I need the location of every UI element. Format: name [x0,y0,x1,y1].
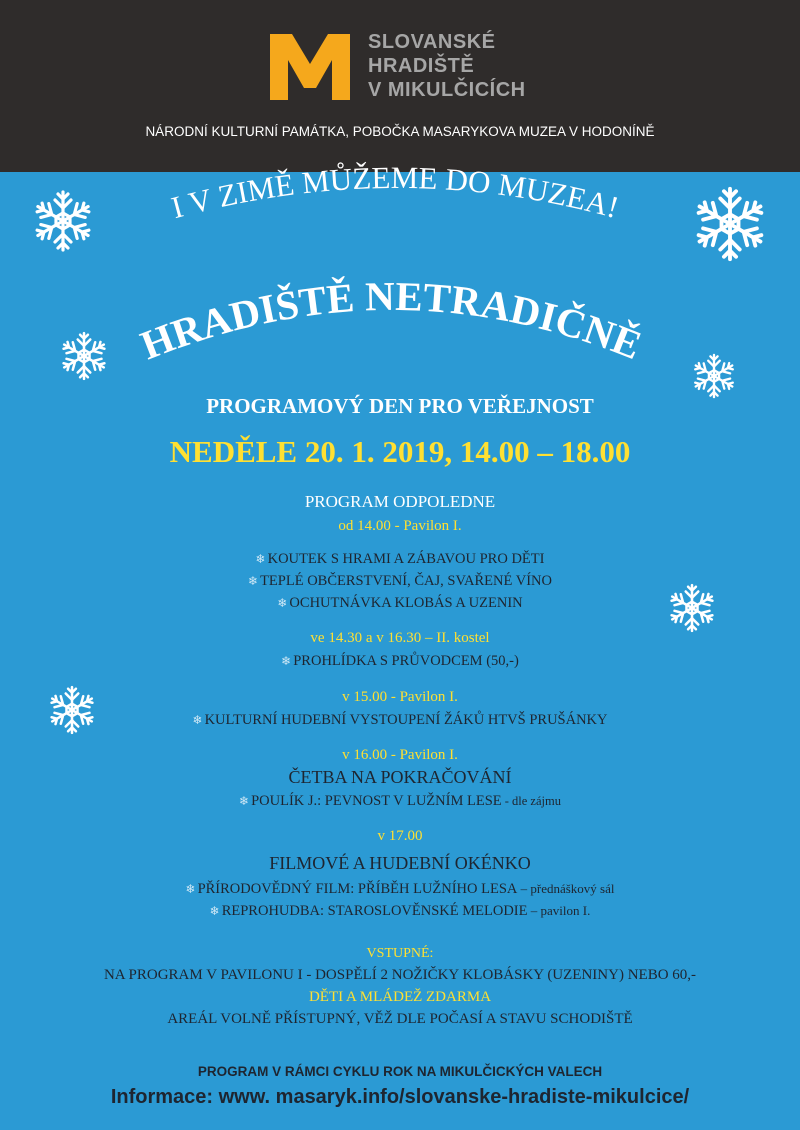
snowflake-icon [30,188,96,254]
section-1-time: od 14.00 - Pavilon I. [338,518,462,534]
admission-line-1: NA PROGRAM V PAVILONU I - DOSPĚLÍ 2 NOŽIČKY KLOBÁSKY (UZENINY) NEBO 60,- [103,967,697,983]
snowflake-bullet-icon: ❄ [277,596,288,610]
event-date-time: NEDĚLE 20. 1. 2019, 14.00 – 18.00 [169,434,631,469]
museum-name-line-1: SLOVANSKÉ [368,31,496,53]
title-arc: HRADIŠTĚ NETRADIČNĚ [134,272,648,369]
header-subtitle: NÁRODNÍ KULTURNÍ PAMÁTKA, POBOČKA MASARYKOVA MUZEA V HODONÍNĚ [145,124,655,139]
program-cycle-note: PROGRAM V RÁMCI CYKLU ROK NA MIKULČICKÝCH VALECH [197,1064,603,1079]
list-item: ❄ REPROHUDBA: STAROSLOVĚNSKÉ MELODIE – pavilon I. [209,903,591,919]
snowflake-bullet-icon: ❄ [255,552,266,566]
snowflake-bullet-icon: ❄ [192,713,203,727]
admission-line-2: DĚTI A MLÁDEŽ ZDARMA [308,989,492,1005]
museum-name-line-3: V MIKULČICÍCH [368,79,526,101]
snowflake-bullet-icon: ❄ [248,574,259,588]
list-item: ❄ PROHLÍDKA S PRŮVODCEM (50,-) [281,653,519,669]
section-2-time: ve 14.30 a v 16.30 – II. kostel [310,630,490,646]
snowflake-icon [690,184,770,264]
snowflake-bullet-icon: ❄ [185,882,196,896]
snowflake-bullet-icon: ❄ [209,904,220,918]
program-heading: PROGRAM ODPOLEDNE [304,492,496,511]
museum-name-line-2: HRADIŠTĚ [368,55,475,77]
snowflake-bullet-icon: ❄ [281,654,292,668]
list-item: ❄ KULTURNÍ HUDEBNÍ VYSTOUPENÍ ŽÁKŮ HTVŠ PRUŠÁNKY [192,712,608,728]
snowflake-icon [690,352,738,400]
admission-label: VSTUPNÉ: [366,946,434,961]
list-item: ❄ PŘÍRODOVĚDNÝ FILM: PŘÍBĚH LUŽNÍHO LESA – přednáškový sál [185,881,615,897]
list-item: ❄ TEPLÉ OBČERSTVENÍ, ČAJ, SVAŘENÉ VÍNO [248,573,552,589]
section-5-time: v 17.00 [377,828,423,844]
list-item: ❄ POULÍK J.: PEVNOST V LUŽNÍM LESE - dle zájmu [239,793,561,809]
program-day: PROGRAMOVÝ DEN PRO VEŘEJNOST [206,394,594,418]
headline-arc: I V ZIMĚ MŮŽEME DO MUZEA! [167,159,623,226]
arched-headlines [0,0,800,420]
snowflake-icon [58,330,110,382]
list-item: ❄ KOUTEK S HRAMI A ZÁBAVOU PRO DĚTI [255,551,545,567]
section-5-title: FILMOVÉ A HUDEBNÍ OKÉNKO [269,853,531,873]
section-4-time: v 16.00 - Pavilon I. [342,747,458,763]
list-item: ❄ OCHUTNÁVKA KLOBÁS A UZENIN [277,595,523,611]
admission-line-3: AREÁL VOLNĚ PŘÍSTUPNÝ, VĚŽ DLE POČASÍ A STAVU SCHODIŠTĚ [167,1011,633,1027]
info-link[interactable]: Informace: www. masaryk.info/slovanske-hradiste-mikulcice/ [110,1086,690,1108]
snowflake-bullet-icon: ❄ [239,794,250,808]
section-4-title: ČETBA NA POKRAČOVÁNÍ [288,767,512,787]
section-3-time: v 15.00 - Pavilon I. [342,689,458,705]
